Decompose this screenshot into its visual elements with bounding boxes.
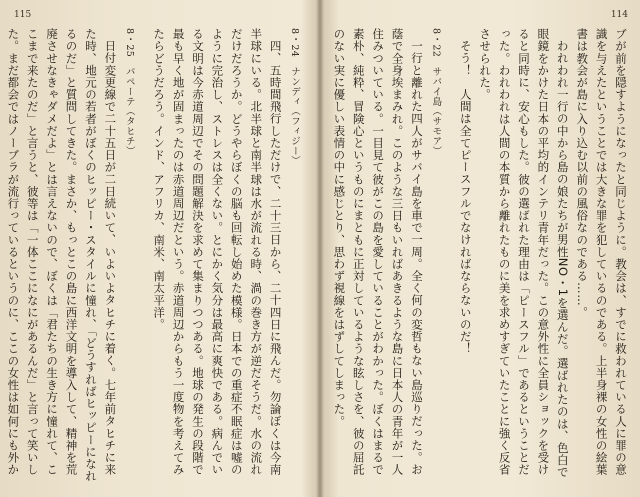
section-heading	[119, 28, 138, 483]
section-date: 8・24	[289, 28, 300, 58]
section-title: ナンディ（フィジー）	[289, 66, 300, 166]
right-page	[322, 0, 640, 497]
section-heading	[285, 28, 304, 483]
section-title: パペーテ（タヒチ）	[123, 66, 135, 156]
page-number-left: 115	[14, 10, 32, 20]
left-page-text	[6, 28, 304, 483]
paragraph: われわれ一行の中から島の娘たちが男性NO・1を選んだ。選ばれたのは、色白で眼鏡をかけた日本の平均的インテリ青年だった。この意外性に全員ショックを受けると同時に、安心もした。彼の選ばれた理由は「ピースフル」であるということだった。われわれは人間の本質から離れたものに美を求めすぎていたことに強く反省させられた。	[478, 28, 570, 478]
right-page-text	[332, 28, 630, 483]
section-date: 8・25	[123, 28, 135, 58]
paragraph: 四、五時間飛行しただけで、二十三日から、二十四日に飛んだ。勿論ぼくは今南半球にいる。北半球と南半球は水が流れる時、渦の巻き方が逆だそうだ。水の流れだけだろうか。どうやらぼくの脳も回転し始めた模様。日本での重症不眠症は嘘のように完治し、ストレスは全くない。とにかく気分は最高に爽快である。病んでいる文明は今赤道周辺でその問題解決を求めて集まりつつある。地球の発生の段階で最も早く地が固まったのは赤道周辺だという。赤道周辺からもう一度物を考えてみたらどうだろう。インド、アフリカ、南米、南太平洋。	[152, 28, 283, 476]
paragraph: そう！ 人間は全てピースフルでなければならないのだ！	[458, 39, 473, 355]
section-date: 8・22	[430, 28, 442, 58]
page-number-right: 114	[610, 10, 628, 20]
section-heading	[426, 28, 445, 483]
section-title: サバイ島（サモア）	[430, 66, 442, 156]
paragraph: 一行と離れた四人がサバイ島を車で一周。全く何の変哲もない島巡りだった。お蔭で全身埃まみれ。このような三日もいればあきるような島に日本人の青年が一人住みついている。一目見て彼がこの島を愛していることがわかった。ぼくはまるで素朴、純粋、冒険心というものにまともに正対しているような眩しさを、彼の屈託のない実に優しい表情の中に感じとり、思わず視線をはずしてしまった。	[332, 28, 424, 476]
paragraph: ブが前を隠すようになったと同じように。教会は、すでに救われている人に罪の意識を与えたということでは大きな罪を犯しているのである。上半身裸の女性の絵葉書は教会が島に入り込む以前の風俗なのである……。	[575, 28, 628, 476]
section-spacer	[139, 28, 149, 29]
section-spacer	[445, 28, 455, 29]
paragraph: 日付変更線で二十五日が二日続いて、いよいよタヒチに着く。七年前タヒチに来た時、地元の若者がぼくのヒッピー・スタイルに憧れ、「どうすればヒッピーになれるのだ」と質問してきた。まさか、もっとこの島に西洋文明を導入して、精神を荒廃させなきゃダメだよ」とは言えないので、ぼくは「君たちの生き方に憧れて、ここまで来たのだ」と言うと、彼等は「一体ここになにがあるんだ」と言って笑いした。まだ都会ではノーブラが流行っているというのに、ここの女性は如何にも外か	[6, 28, 118, 483]
left-page	[0, 0, 318, 497]
